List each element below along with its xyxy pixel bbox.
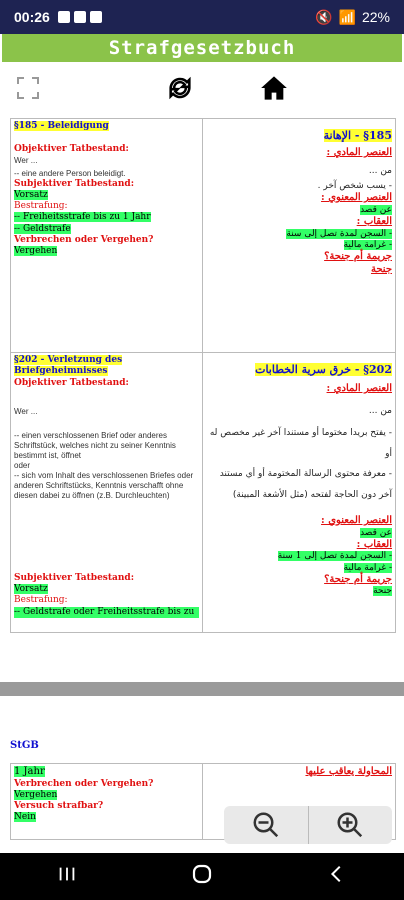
table-row: [11, 353, 396, 633]
wifi-icon: 📶: [338, 8, 356, 25]
text-line: من ...: [368, 405, 392, 416]
text-line: -- eine andere Person beleidigt.: [14, 168, 126, 178]
text-line: - معرفة محتوى الرسالة المختومة أو أي مستند آخر دون الحاجة لفتحه (مثل الأشعة المبينة): [219, 468, 392, 501]
german-cell: [11, 353, 203, 633]
zoom-controls: [224, 806, 392, 844]
subjective-value: عن قصد: [360, 527, 392, 538]
punishment-value: 1 Jahr: [14, 766, 45, 777]
law-content: [10, 118, 396, 633]
objective-label: Objektiver Tatbestand:: [14, 144, 129, 155]
text-line: - يسب شخص آخر .: [317, 181, 392, 191]
german-cell: [11, 764, 203, 840]
clock: 00:26: [14, 9, 50, 25]
battery-level: 22%: [361, 9, 390, 25]
subjective-label: Subjektiver Tatbestand:: [14, 572, 135, 583]
crime-type-value: جنحة: [370, 263, 392, 275]
subjective-label: Subjektiver Tatbestand:: [14, 178, 135, 189]
attempt-label: Versuch strafbar?: [14, 801, 104, 811]
attempt-label: المحاولة يعاقب عليها: [305, 766, 392, 777]
punishment-value: -- Freiheitsstrafe bis zu 1 Jahr: [14, 212, 151, 223]
punishment-label: العقاب :: [356, 538, 392, 550]
crime-type-label: Verbrechen oder Vergehen?: [14, 778, 154, 789]
status-bar: [0, 0, 404, 34]
app-title: Strafgesetzbuch: [2, 34, 402, 62]
subjective-value: Vorsatz: [14, 189, 48, 200]
fullscreen-icon[interactable]: [14, 74, 42, 102]
zoom-out-icon[interactable]: [224, 806, 308, 844]
refresh-icon[interactable]: [166, 74, 194, 102]
stgb-label: StGB: [10, 740, 39, 751]
subjective-label: العنصر المعنوي :: [321, 515, 392, 527]
crime-type-value: جنحة: [373, 586, 392, 597]
home-icon[interactable]: [260, 74, 288, 102]
crime-type-value: Vergehen: [14, 789, 58, 800]
punishment-value: -- Geldstrafe oder Freiheitsstrafe bis zu: [14, 607, 199, 618]
subjective-value: Vorsatz: [14, 584, 48, 594]
german-cell: [11, 119, 203, 353]
toolbar: [0, 62, 404, 112]
section-heading: §185 - Beleidigung: [14, 121, 109, 131]
subjective-label: العنصر المعنوي :: [321, 192, 392, 204]
punishment-label: العقاب :: [356, 216, 392, 227]
section-heading: 202§ - خرق سرية الخطابات: [255, 363, 392, 376]
table-row: [11, 119, 396, 353]
page-divider: [0, 682, 404, 696]
crime-type-label: جريمة أم جنحة؟: [324, 573, 392, 585]
crime-type-label: جريمة أم جنحة؟: [324, 251, 392, 262]
nav-home-icon[interactable]: [190, 862, 214, 891]
text-line: - يفتح بريدا مختوما أو مستندا آخر غير مخصص له: [209, 428, 392, 438]
punishment-value: - السجن لمدة تصل إلى 1 سنة: [277, 551, 392, 562]
text-line: Wer ...: [14, 155, 38, 165]
text-line: من ...: [368, 165, 392, 176]
zoom-in-icon[interactable]: [309, 806, 393, 844]
system-nav-bar: [0, 853, 404, 900]
law-table: [10, 118, 396, 633]
notification-icon: [90, 11, 102, 23]
crime-type-label: Verbrechen oder Vergehen?: [14, 234, 154, 245]
notification-icons: [58, 11, 102, 23]
notification-icon: [74, 11, 86, 23]
arabic-cell: [202, 353, 395, 633]
punishment-value: - السجن لمدة تصل إلى سنة: [286, 228, 392, 239]
objective-label: العنصر المادي :: [326, 147, 392, 159]
text-line: Wer ...: [14, 406, 38, 416]
subjective-value: عن قصد: [360, 204, 392, 215]
mute-icon: 🔇: [315, 8, 333, 25]
punishment-label: Bestrafung:: [14, 595, 68, 606]
punishment-value: - غرامة مالية: [343, 239, 392, 250]
section-heading: 185§ - الإهانة: [323, 129, 392, 142]
recents-icon[interactable]: [56, 863, 78, 890]
punishment-value: -- Geldstrafe: [14, 223, 71, 234]
text-line: أو: [385, 448, 392, 459]
crime-type-value: Vergehen: [14, 246, 58, 256]
objective-label: Objektiver Tatbestand:: [14, 377, 129, 388]
attempt-value: Nein: [14, 812, 36, 823]
objective-label: العنصر المادي :: [326, 383, 392, 395]
section-heading: §202 - Verletzung des Briefgeheimnisses: [14, 355, 123, 377]
arabic-cell: [202, 119, 395, 353]
punishment-label: Bestrafung:: [14, 201, 68, 211]
text-line: oder: [14, 460, 31, 470]
notification-icon: [58, 11, 70, 23]
text-line: -- einen verschlossenen Brief oder anderes Schriftstück, welches nicht zu seiner Kenntnis bestimmt ist, öffnet: [14, 430, 176, 460]
text-line: -- sich vom Inhalt des verschlossenen Briefes oder anderen Schriftstücks, Kenntnis verschafft ohne diesen dabei zu öffnen (z.B. Durchleuchten): [14, 470, 194, 500]
back-icon[interactable]: [326, 863, 348, 890]
punishment-value: - غرامة مالية: [343, 562, 392, 573]
